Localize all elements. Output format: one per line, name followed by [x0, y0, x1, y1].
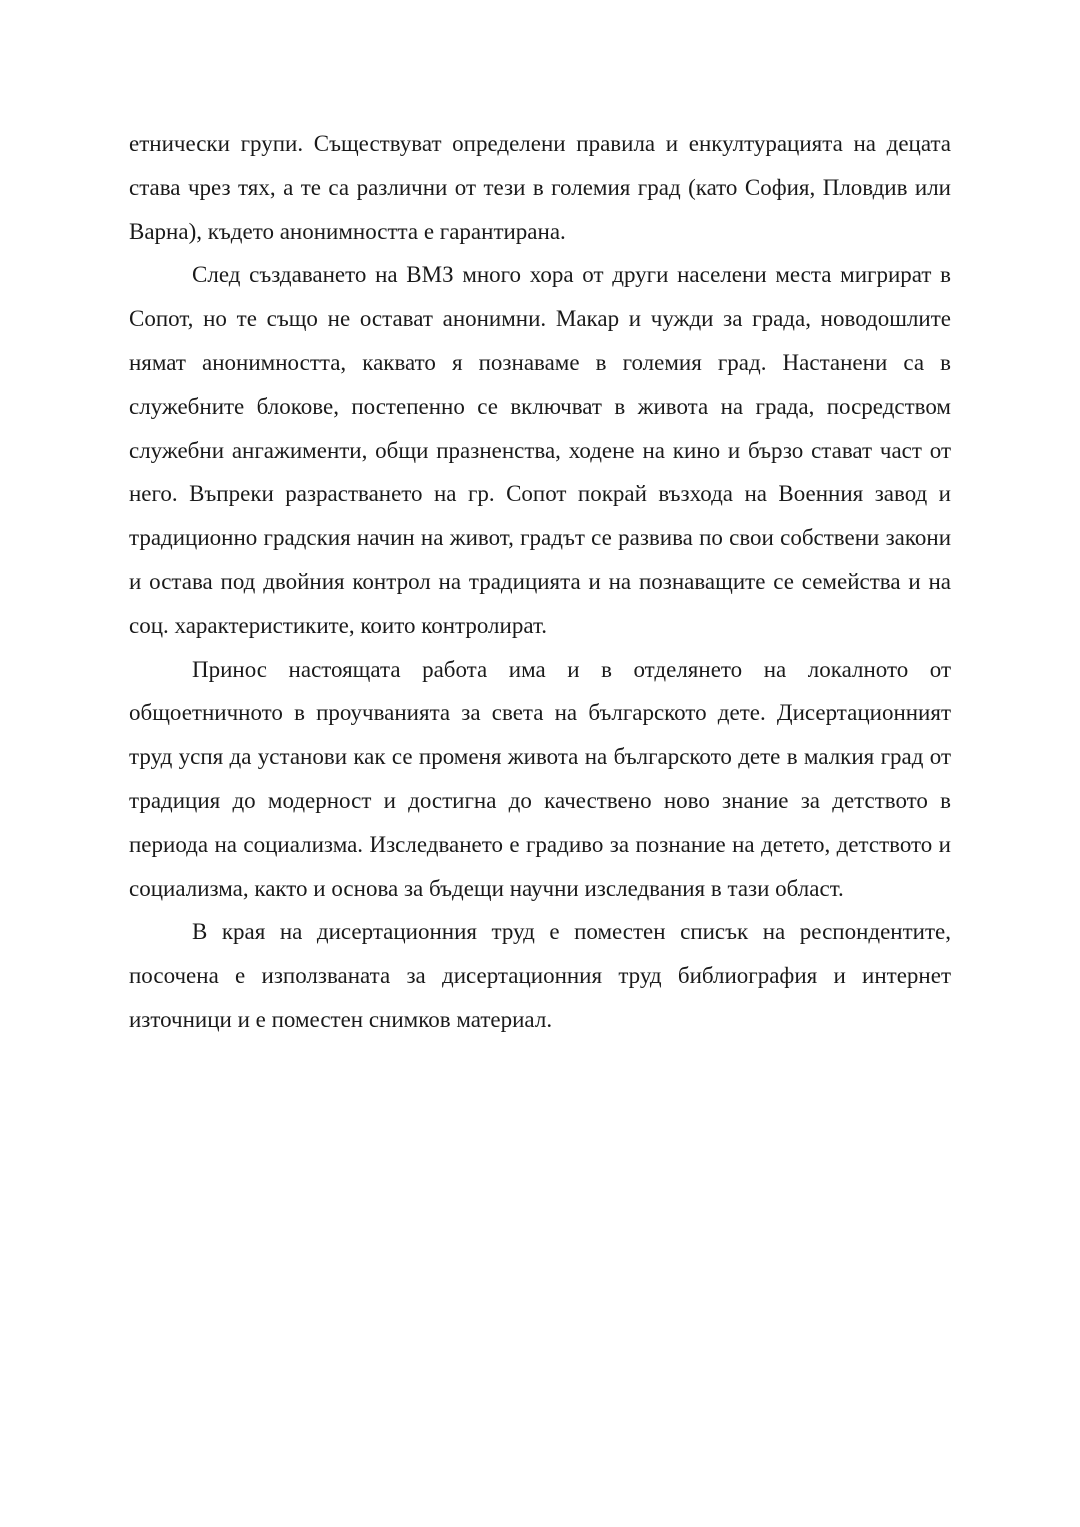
paragraph-2: След създаването на ВМЗ много хора от други населени места мигрират в Сопот, но те също не остават анонимни. Макар и чужди за града, новодошлите нямат анонимността, каквато я познаваме в големия град. Настанени са в служебните блокове, постепенно се включват в живота на града, посредством служебни ангажименти, общи празненства, ходене на кино и бързо стават част от него. Въпреки разрастването на гр. Сопот покрай възхода на Военния завод и традиционно градския начин на живот, градът се развива по свои собствени закони и остава под двойния контрол на традицията и на познаващите се семейства и на соц. характеристиките, които контролират. — [129, 262, 951, 638]
paragraph-1: етнически групи. Съществуват определени правила и енкултурацията на децата става чрез тях, а те са различни от тези в големия град (като София, Пловдив или Варна), където анонимността е гарантирана. — [129, 131, 951, 244]
document-body — [129, 122, 951, 1042]
paragraph-4: В края на дисертационния труд е поместен списък на респондентите, посочена е използваната за дисертационния труд библиография и интернет източници и е поместен снимков материал. — [129, 919, 951, 1032]
paragraph-3: Принос настоящата работа има и в отделянето на локалното от общоетничното в проучванията за света на българското дете. Дисертационният труд успя да установи как се променя живота на българското дете в малкия град от традиция до модерност и достигна до качествено ново знание за детството в периода на социализма. Изследването е градиво за познание на детето, детството и социализма, както и основа за бъдещи научни изследвания в тази област. — [129, 656, 951, 901]
